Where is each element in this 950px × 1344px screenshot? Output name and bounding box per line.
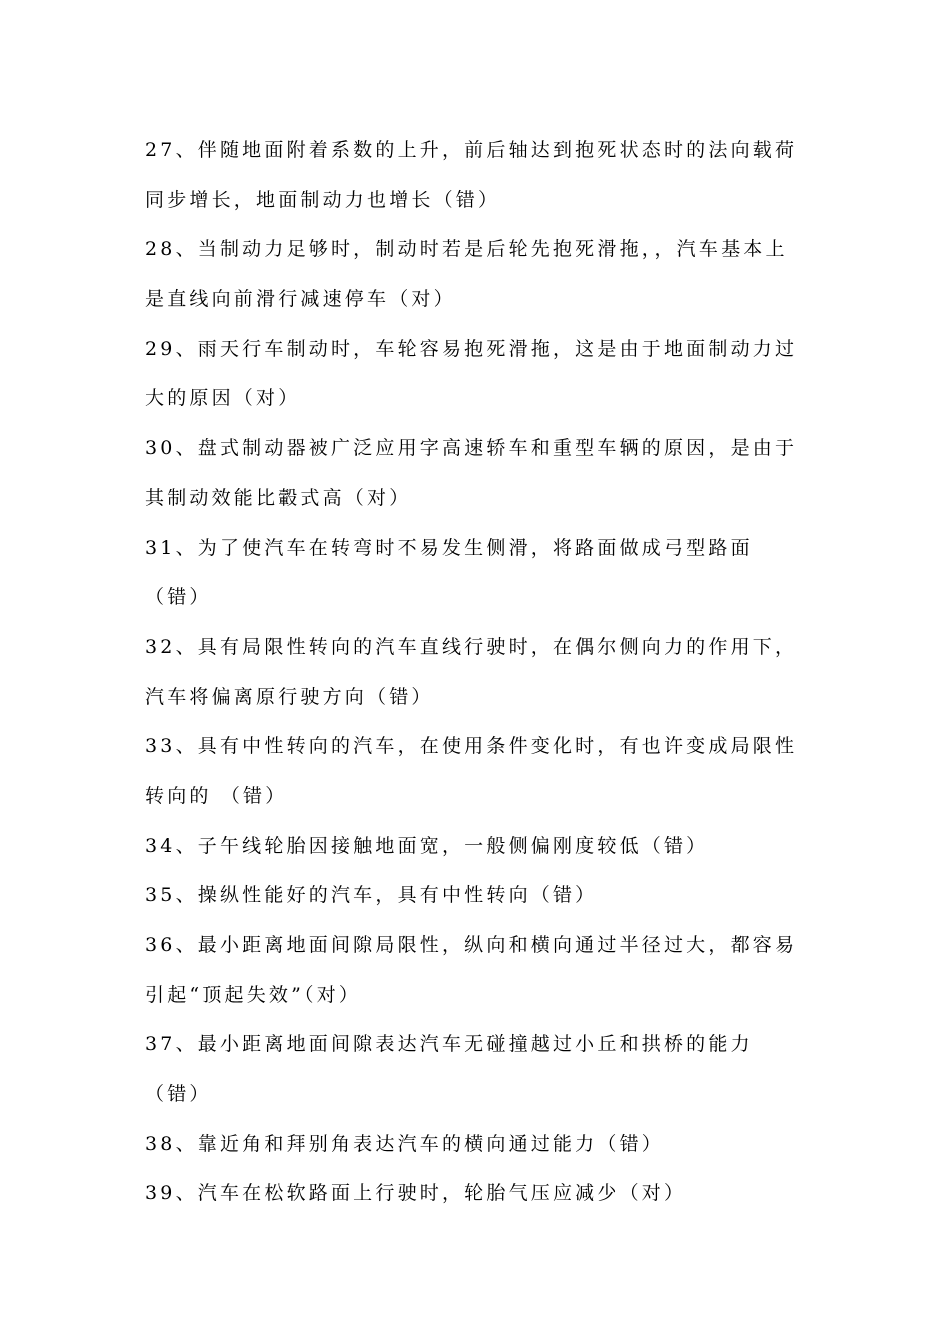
text-line-12: 汽车将偏离原行驶方向（错） <box>145 685 434 708</box>
text-line-7: 30、盘式制动器被广泛应用字高速轿车和重型车辆的原因，是由于 <box>145 437 797 460</box>
text-line-3: 28、当制动力足够时，制动时若是后轮先抱死滑拖，，汽车基本上 <box>145 238 788 261</box>
text-line-5: 29、雨天行车制动时，车轮容易抱死滑拖，这是由于地面制动力过 <box>145 337 797 360</box>
text-line-17: 36、最小距离地面间隙局限性，纵向和横向通过半径过大，都容易 <box>145 934 797 956</box>
text-line-2: 同步增长，地面制动力也增长（错） <box>145 188 501 211</box>
text-line-6: 大的原因（对） <box>145 387 301 410</box>
text-line-20: （错） <box>145 1083 212 1106</box>
text-line-16: 35、操纵性能好的汽车，具有中性转向（错） <box>145 884 598 907</box>
text-line-4: 是直线向前滑行减速停车（对） <box>145 288 456 311</box>
text-line-18: 引起“顶起失效”（对） <box>145 983 362 1006</box>
text-line-13: 33、具有中性转向的汽车，在使用条件变化时，有也许变成局限性 <box>145 735 797 758</box>
text-line-1: 27、伴随地面附着系数的上升，前后轴达到抱死状态时的法向载荷 <box>145 139 797 161</box>
text-line-15: 34、子午线轮胎因接触地面宽，一般侧偏刚度较低（错） <box>145 834 709 857</box>
text-line-10: （错） <box>145 586 212 609</box>
text-line-22: 39、汽车在松软路面上行驶时，轮胎气压应减少（对） <box>145 1182 687 1205</box>
text-line-21: 38、靠近角和拜别角表达汽车的横向通过能力（错） <box>145 1132 664 1155</box>
document-body <box>145 126 797 1219</box>
text-line-19: 37、最小距离地面间隙表达汽车无碰撞越过小丘和拱桥的能力 <box>145 1033 753 1056</box>
text-line-8: 其制动效能比轂式高（对） <box>145 486 412 509</box>
text-line-11: 32、具有局限性转向的汽车直线行驶时，在偶尔侧向力的作用下， <box>145 635 797 658</box>
text-line-9: 31、为了使汽车在转弯时不易发生侧滑，将路面做成弓型路面 <box>145 536 753 559</box>
text-line-14: 转向的 （错） <box>145 784 288 807</box>
